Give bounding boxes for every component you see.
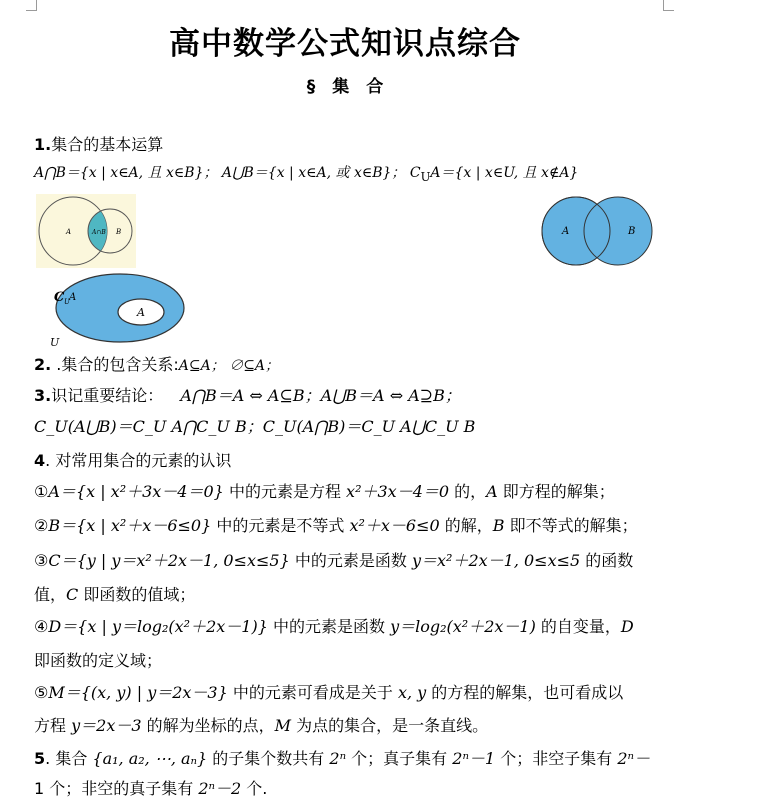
item-3: ③C＝{y | y＝x²＋2x－1, 0≤x≤5} 中的元素是函数 y＝x²＋2x－1, 0≤x≤5 的函数 <box>34 551 634 570</box>
venn-complement-diagram <box>44 272 186 348</box>
item-2: ②B＝{x | x²＋x－6≤0} 中的元素是不等式 x²＋x－6≤0 的解，B 即不等式的解集； <box>34 516 638 535</box>
heading-1: 1.集合的基本运算 <box>34 135 164 154</box>
complement-label-a: A <box>69 292 77 303</box>
set-a-label: A <box>137 306 145 319</box>
complement-laws-line: C_U(A⋃B)＝C_U A⋂C_U B；C_U(A⋂B)＝C_U A⋃C_U B <box>34 417 476 436</box>
item-3-continued: 值，C 即函数的值域； <box>34 585 196 604</box>
heading-3: 3.识记重要结论： A⋂B＝A ⇔ A⊆B；A⋃B＝A ⇔ A⊇B； <box>34 386 461 405</box>
venn-circle-b <box>584 197 652 265</box>
page-title: 高中数学公式知识点综合 <box>169 26 521 62</box>
heading-2: 2. .集合的包含关系:A⊆A； ∅⊆A； <box>34 355 280 374</box>
venn-union-diagram <box>532 196 656 268</box>
complement-label-sub: U <box>64 298 70 306</box>
venn-label-b: B <box>628 226 636 237</box>
item-1: ①A＝{x | x²＋3x－4＝0} 中的元素是方程 x²＋3x－4＝0 的，A 即方程的解集； <box>34 482 615 501</box>
page-corner-mark <box>26 0 37 11</box>
item-4-continued: 即函数的定义域； <box>34 651 163 670</box>
item-4: ④D＝{x | y＝log₂(x²＋2x－1)} 中的元素是函数 y＝log₂(x²＋2x－1) 的自变量，D <box>34 617 634 636</box>
section-heading: § 集 合 <box>306 77 384 97</box>
venn-label-a: A <box>562 226 570 237</box>
item-5: ⑤M＝{(x, y) | y＝2x－3} 中的元素可看成是关于 x, y 的方程的解集，也可看成以 <box>34 683 624 702</box>
heading-5-continued: 1 个；非空的真子集有 2ⁿ－2 个. <box>34 779 268 798</box>
venn-label-b: B <box>116 228 122 236</box>
venn-label-ab: A∩B <box>92 229 106 236</box>
universal-label: U <box>50 336 60 348</box>
venn-intersection-diagram <box>36 194 136 268</box>
complement-label: C <box>54 290 65 305</box>
heading-4: 4. 对常用集合的元素的认识 <box>34 451 232 470</box>
heading-5: 5. 集合 {a₁, a₂, ⋯, aₙ} 的子集个数共有 2ⁿ 个；真子集有 2ⁿ－1 个；非空子集有 2ⁿ－ <box>34 749 650 768</box>
set-operations-line: A⋂B＝{x | x∈A, 且 x∈B}； A⋃B＝{x | x∈A, 或 x∈B}； $C_UA=\{x$ | x∈U, 且 x∉A} <box>34 165 579 184</box>
venn-label-a: A <box>66 228 72 236</box>
page-corner-mark <box>663 0 674 11</box>
item-5-continued: 方程 y＝2x－3 的解为坐标的点，M 为点的集合，是一条直线。 <box>34 716 489 735</box>
